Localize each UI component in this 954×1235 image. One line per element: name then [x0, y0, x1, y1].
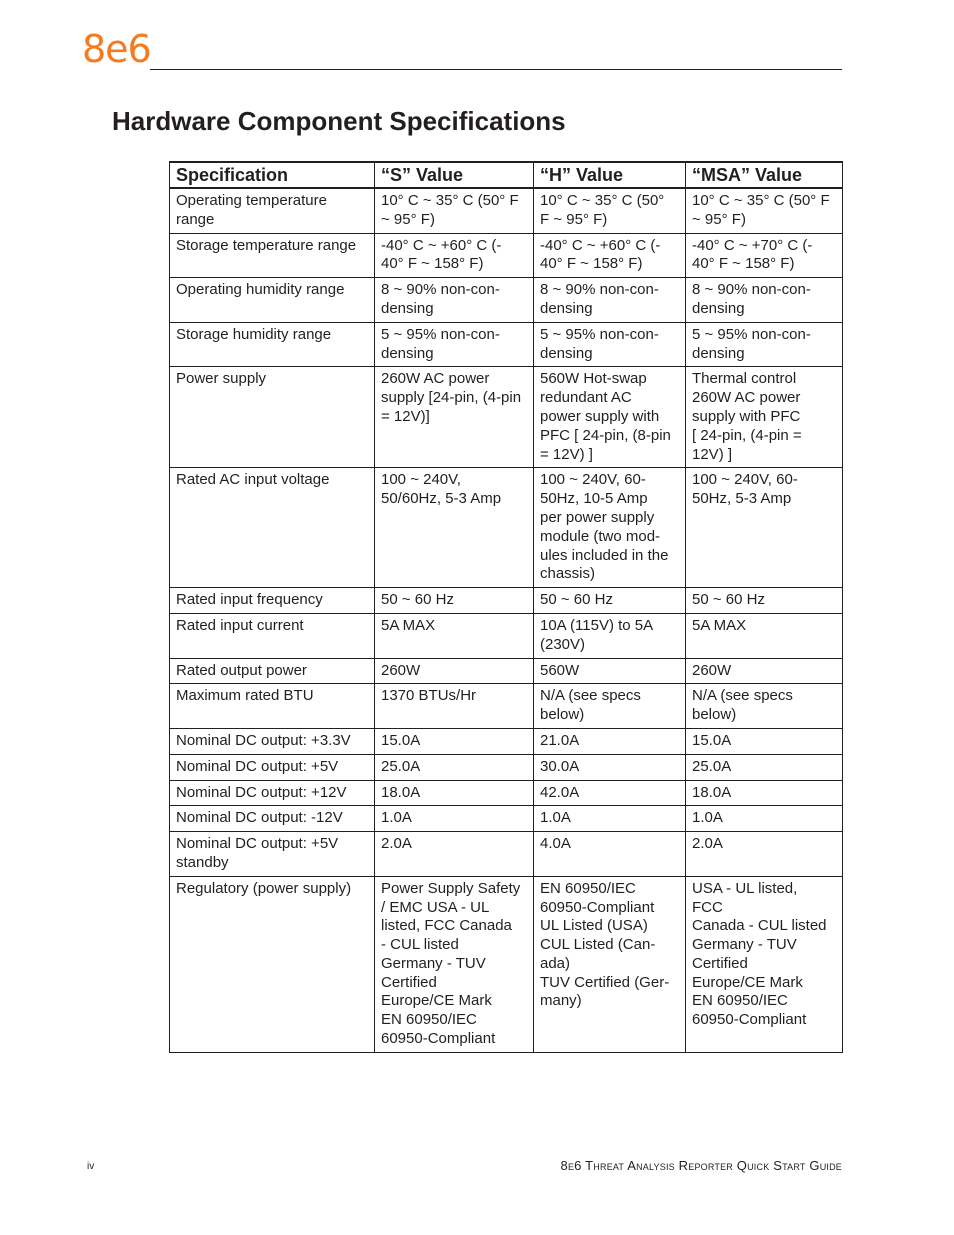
cell-specification: Rated AC input voltage — [170, 468, 375, 588]
cell-msa-value: 5A MAX — [686, 613, 843, 658]
page-number: iv — [87, 1161, 95, 1172]
cell-h-value: 4.0A — [534, 832, 686, 877]
table-row — [170, 658, 843, 684]
cell-specification: Nominal DC output: -12V — [170, 806, 375, 832]
cell-msa-value: 2.0A — [686, 832, 843, 877]
table-row — [170, 588, 843, 614]
footer-doc-title: 8e6 Threat Analysis Reporter Quick Start Guide — [560, 1158, 842, 1173]
table-row — [170, 780, 843, 806]
cell-h-value: 5 ~ 95% non-con- densing — [534, 322, 686, 367]
table-body — [170, 188, 843, 1052]
table-row — [170, 806, 843, 832]
cell-msa-value: 10° C ~ 35° C (50° F ~ 95° F) — [686, 188, 843, 233]
table-row — [170, 468, 843, 588]
cell-s-value: 50 ~ 60 Hz — [375, 588, 534, 614]
cell-h-value: 8 ~ 90% non-con- densing — [534, 278, 686, 323]
cell-specification: Rated output power — [170, 658, 375, 684]
cell-msa-value: -40° C ~ +70° C (- 40° F ~ 158° F) — [686, 233, 843, 278]
table-row — [170, 684, 843, 729]
cell-msa-value: 8 ~ 90% non-con- densing — [686, 278, 843, 323]
cell-s-value: 2.0A — [375, 832, 534, 877]
cell-s-value: 5 ~ 95% non-con- densing — [375, 322, 534, 367]
cell-h-value: 560W — [534, 658, 686, 684]
column-header-msa-value: “MSA” Value — [686, 162, 843, 188]
cell-h-value: 42.0A — [534, 780, 686, 806]
cell-specification: Nominal DC output: +5V standby — [170, 832, 375, 877]
cell-specification: Operating temperature range — [170, 188, 375, 233]
cell-specification: Nominal DC output: +5V — [170, 754, 375, 780]
table-row — [170, 367, 843, 468]
table-row — [170, 728, 843, 754]
table-row — [170, 832, 843, 877]
table-row — [170, 876, 843, 1052]
cell-s-value: 8 ~ 90% non-con- densing — [375, 278, 534, 323]
cell-h-value: N/A (see specs below) — [534, 684, 686, 729]
cell-h-value: 10A (115V) to 5A (230V) — [534, 613, 686, 658]
cell-msa-value: Thermal control 260W AC power supply with PFC [ 24-pin, (4-pin = 12V) ] — [686, 367, 843, 468]
cell-h-value: 560W Hot-swap redundant AC power supply with PFC [ 24-pin, (8-pin = 12V) ] — [534, 367, 686, 468]
cell-s-value: 260W AC power supply [24-pin, (4-pin = 12V)] — [375, 367, 534, 468]
table-row — [170, 754, 843, 780]
cell-h-value: 100 ~ 240V, 60- 50Hz, 10-5 Amp per power supply module (two mod- ules included in the chassis) — [534, 468, 686, 588]
cell-msa-value: 50 ~ 60 Hz — [686, 588, 843, 614]
cell-specification: Rated input current — [170, 613, 375, 658]
cell-h-value: -40° C ~ +60° C (- 40° F ~ 158° F) — [534, 233, 686, 278]
column-header-s-value: “S” Value — [375, 162, 534, 188]
cell-s-value: 15.0A — [375, 728, 534, 754]
cell-specification: Power supply — [170, 367, 375, 468]
column-header-h-value: “H” Value — [534, 162, 686, 188]
header-rule — [150, 69, 842, 70]
cell-s-value: 5A MAX — [375, 613, 534, 658]
cell-s-value: 260W — [375, 658, 534, 684]
cell-s-value: 100 ~ 240V, 50/60Hz, 5-3 Amp — [375, 468, 534, 588]
column-header-specification: Specification — [170, 162, 375, 188]
cell-specification: Nominal DC output: +3.3V — [170, 728, 375, 754]
cell-s-value: -40° C ~ +60° C (- 40° F ~ 158° F) — [375, 233, 534, 278]
cell-msa-value: 25.0A — [686, 754, 843, 780]
table-row — [170, 188, 843, 233]
table-row — [170, 322, 843, 367]
cell-msa-value: 15.0A — [686, 728, 843, 754]
cell-specification: Regulatory (power supply) — [170, 876, 375, 1052]
cell-msa-value: USA - UL listed, FCC Canada - CUL listed Germany - TUV Certified Europe/CE Mark EN 60950/IEC 60950-Compliant — [686, 876, 843, 1052]
cell-specification: Maximum rated BTU — [170, 684, 375, 729]
cell-msa-value: 260W — [686, 658, 843, 684]
cell-s-value: 1.0A — [375, 806, 534, 832]
specifications-table — [169, 161, 843, 1053]
cell-s-value: 1370 BTUs/Hr — [375, 684, 534, 729]
cell-s-value: 10° C ~ 35° C (50° F ~ 95° F) — [375, 188, 534, 233]
brand-logo: 8e6 — [82, 27, 151, 71]
cell-specification: Operating humidity range — [170, 278, 375, 323]
cell-specification: Storage temperature range — [170, 233, 375, 278]
cell-h-value: 1.0A — [534, 806, 686, 832]
page-title: Hardware Component Specifications — [112, 106, 566, 136]
table-row — [170, 233, 843, 278]
cell-s-value: 18.0A — [375, 780, 534, 806]
table-header-row — [170, 162, 843, 188]
cell-h-value: 30.0A — [534, 754, 686, 780]
cell-msa-value: 18.0A — [686, 780, 843, 806]
cell-s-value: 25.0A — [375, 754, 534, 780]
cell-h-value: 50 ~ 60 Hz — [534, 588, 686, 614]
cell-h-value: 21.0A — [534, 728, 686, 754]
table-row — [170, 613, 843, 658]
table-row — [170, 278, 843, 323]
cell-msa-value: N/A (see specs below) — [686, 684, 843, 729]
cell-s-value: Power Supply Safety / EMC USA - UL listed, FCC Canada - CUL listed Germany - TUV Certified Europe/CE Mark EN 60950/IEC 60950-Compliant — [375, 876, 534, 1052]
cell-specification: Storage humidity range — [170, 322, 375, 367]
cell-h-value: EN 60950/IEC 60950-Compliant UL Listed (USA) CUL Listed (Can- ada) TUV Certified (Ger- many) — [534, 876, 686, 1052]
cell-specification: Nominal DC output: +12V — [170, 780, 375, 806]
cell-specification: Rated input frequency — [170, 588, 375, 614]
cell-h-value: 10° C ~ 35° C (50° F ~ 95° F) — [534, 188, 686, 233]
cell-msa-value: 1.0A — [686, 806, 843, 832]
cell-msa-value: 100 ~ 240V, 60- 50Hz, 5-3 Amp — [686, 468, 843, 588]
cell-msa-value: 5 ~ 95% non-con- densing — [686, 322, 843, 367]
